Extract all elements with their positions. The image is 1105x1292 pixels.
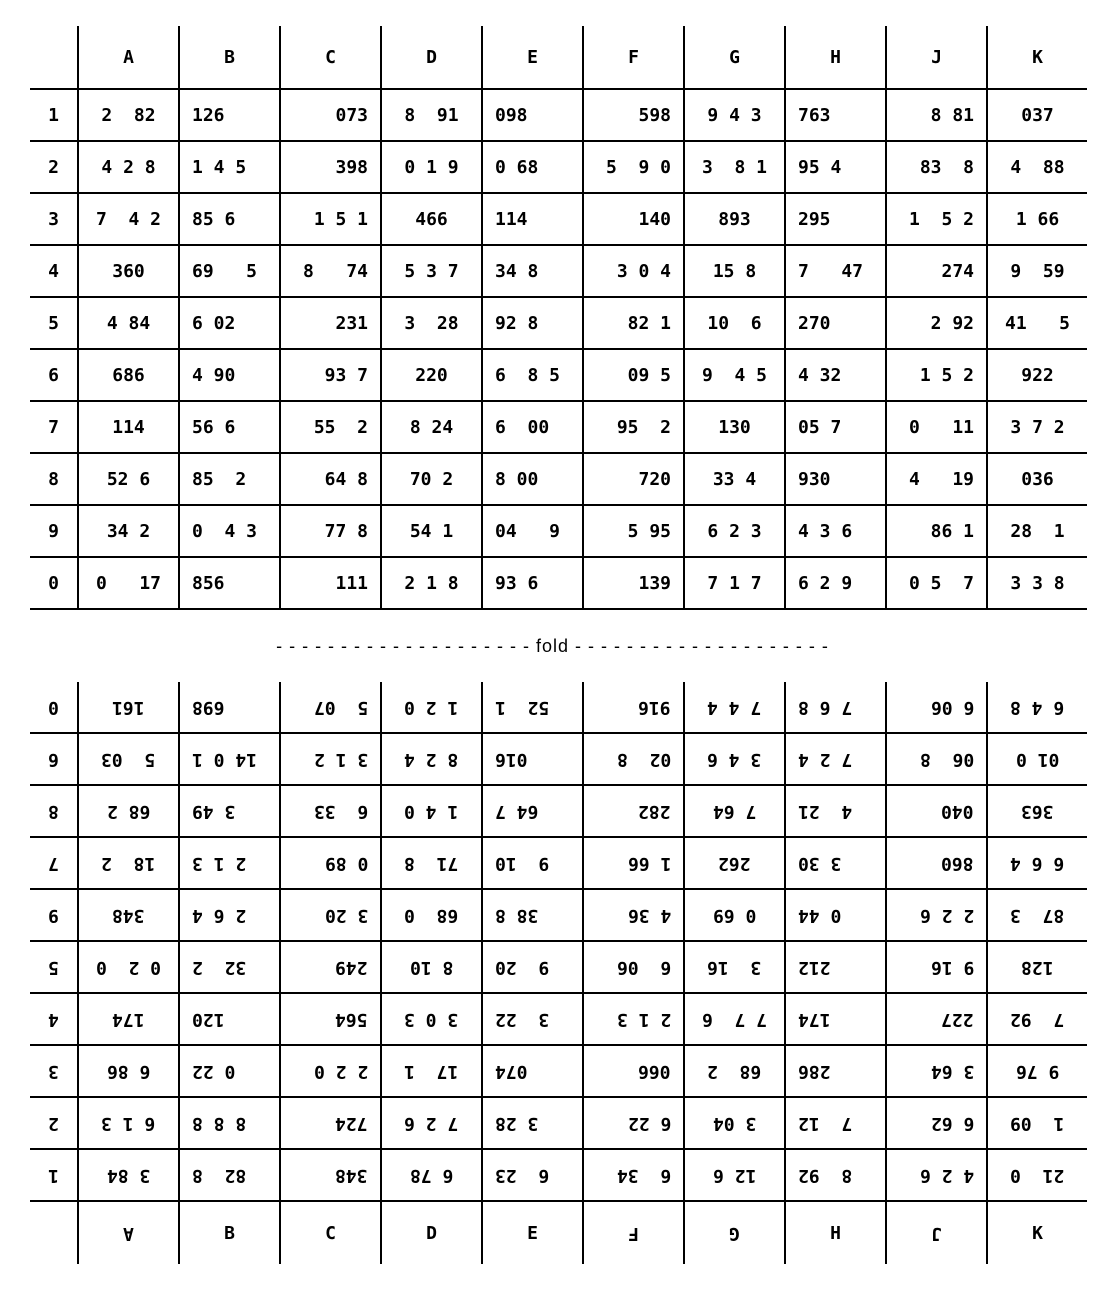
corner-cell (30, 26, 78, 89)
top-code-cell: 0 4 3 (179, 505, 280, 557)
top-code-cell: 95 2 (583, 401, 684, 453)
bottom-code-cell: 2 2 6 (886, 889, 987, 941)
bottom-code-cell: 7 7 6 (684, 993, 785, 1045)
top-code-cell: 1 4 5 (179, 141, 280, 193)
bottom-code-cell: 9 10 (482, 837, 583, 889)
top-code-cell: 6 8 5 (482, 349, 583, 401)
bottom-col-header: K (987, 1201, 1087, 1264)
bottom-row-label: 3 (30, 1045, 78, 1097)
bottom-code-cell: 7 92 (987, 993, 1087, 1045)
bottom-code-cell: 68 0 (381, 889, 482, 941)
top-code-cell: 037 (987, 89, 1087, 141)
bottom-col-header: A (78, 1201, 179, 1264)
bottom-code-cell: 5 03 (78, 733, 179, 785)
bottom-code-cell: 120 (179, 993, 280, 1045)
top-code-cell: 5 95 (583, 505, 684, 557)
bottom-code-cell: 9 16 (886, 941, 987, 993)
top-code-cell: 85 2 (179, 453, 280, 505)
top-code-cell: 4 84 (78, 297, 179, 349)
bottom-code-cell: 3 84 (78, 1149, 179, 1201)
top-row (30, 349, 1087, 401)
bottom-code-cell: 8 10 (381, 941, 482, 993)
top-code-cell: 5 9 0 (583, 141, 684, 193)
top-col-header: C (280, 26, 381, 89)
top-code-cell: 9 59 (987, 245, 1087, 297)
bottom-code-cell: 7 6 8 (785, 682, 886, 733)
top-code-cell: 139 (583, 557, 684, 609)
top-code-cell: 270 (785, 297, 886, 349)
bottom-code-cell: 8 2 4 (381, 733, 482, 785)
bottom-code-cell: 9 76 (987, 1045, 1087, 1097)
bottom-col-header: H (785, 1201, 886, 1264)
top-code-cell: 036 (987, 453, 1087, 505)
top-code-cell: 3 7 2 (987, 401, 1087, 453)
bottom-code-cell: 71 8 (381, 837, 482, 889)
top-code-cell: 126 (179, 89, 280, 141)
top-row-label: 7 (30, 401, 78, 453)
top-code-cell: 6 2 3 (684, 505, 785, 557)
bottom-code-cell: 2 1 3 (179, 837, 280, 889)
top-row-label: 8 (30, 453, 78, 505)
bottom-code-cell: 564 (280, 993, 381, 1045)
top-code-cell: 9 4 5 (684, 349, 785, 401)
top-code-cell: 3 0 4 (583, 245, 684, 297)
bottom-code-cell: 02 8 (583, 733, 684, 785)
bottom-code-cell: 227 (886, 993, 987, 1045)
bottom-col-header: J (886, 1201, 987, 1264)
top-col-header: D (381, 26, 482, 89)
top-code-cell: 140 (583, 193, 684, 245)
bottom-code-cell: 6 78 (381, 1149, 482, 1201)
bottom-row (30, 837, 1087, 889)
bottom-code-cell: 68 2 (684, 1045, 785, 1097)
top-code-grid (30, 26, 1087, 610)
top-code-cell: 922 (987, 349, 1087, 401)
top-code-cell: 114 (482, 193, 583, 245)
top-code-cell: 2 92 (886, 297, 987, 349)
bottom-code-cell: 52 1 (482, 682, 583, 733)
bottom-code-cell: 6 62 (886, 1097, 987, 1149)
top-row (30, 245, 1087, 297)
bottom-code-cell: 12 6 (684, 1149, 785, 1201)
top-code-cell: 398 (280, 141, 381, 193)
bottom-code-cell: 9 20 (482, 941, 583, 993)
bottom-code-cell: 262 (684, 837, 785, 889)
bottom-code-cell: 3 64 (886, 1045, 987, 1097)
bottom-code-cell: 21 0 (987, 1149, 1087, 1201)
top-code-cell: 763 (785, 89, 886, 141)
top-code-cell: 4 88 (987, 141, 1087, 193)
top-code-cell: 93 7 (280, 349, 381, 401)
top-code-cell: 3 3 8 (987, 557, 1087, 609)
top-code-cell: 41 5 (987, 297, 1087, 349)
bottom-code-cell: 6 1 3 (78, 1097, 179, 1149)
bottom-code-cell: 01 0 (987, 733, 1087, 785)
bottom-row (30, 733, 1087, 785)
top-code-cell: 6 02 (179, 297, 280, 349)
bottom-code-cell: 8 8 8 (179, 1097, 280, 1149)
bottom-code-cell: 3 30 (785, 837, 886, 889)
bottom-row-label: 9 (30, 889, 78, 941)
top-code-cell: 4 19 (886, 453, 987, 505)
top-code-cell: 856 (179, 557, 280, 609)
top-code-cell: 04 9 (482, 505, 583, 557)
top-code-cell: 720 (583, 453, 684, 505)
top-code-cell: 56 6 (179, 401, 280, 453)
bottom-code-cell: 0 69 (684, 889, 785, 941)
top-code-cell: 0 11 (886, 401, 987, 453)
top-code-cell: 130 (684, 401, 785, 453)
bottom-code-cell: 282 (583, 785, 684, 837)
bottom-code-cell: 724 (280, 1097, 381, 1149)
bottom-row (30, 993, 1087, 1045)
bottom-code-cell: 3 20 (280, 889, 381, 941)
bottom-code-cell: 7 2 4 (785, 733, 886, 785)
bottom-code-cell: 348 (78, 889, 179, 941)
top-code-cell: 8 81 (886, 89, 987, 141)
bottom-code-cell: 7 2 6 (381, 1097, 482, 1149)
top-code-cell: 098 (482, 89, 583, 141)
top-code-cell: 77 8 (280, 505, 381, 557)
bottom-code-cell: 4 36 (583, 889, 684, 941)
top-code-cell: 1 5 1 (280, 193, 381, 245)
bottom-code-cell: 6 22 (583, 1097, 684, 1149)
bottom-code-cell: 3 0 3 (381, 993, 482, 1045)
top-code-cell: 295 (785, 193, 886, 245)
bottom-code-cell: 363 (987, 785, 1087, 837)
bottom-code-cell: 87 3 (987, 889, 1087, 941)
top-row-label: 1 (30, 89, 78, 141)
bottom-row-label: 5 (30, 941, 78, 993)
bottom-code-cell: 38 8 (482, 889, 583, 941)
bottom-code-cell: 2 1 3 (583, 993, 684, 1045)
top-code-cell: 8 24 (381, 401, 482, 453)
top-code-cell: 220 (381, 349, 482, 401)
bottom-code-cell: 212 (785, 941, 886, 993)
bottom-row (30, 682, 1087, 733)
bottom-code-cell: 3 28 (482, 1097, 583, 1149)
top-code-cell: 598 (583, 89, 684, 141)
top-code-cell: 114 (78, 401, 179, 453)
bottom-code-cell: 64 7 (482, 785, 583, 837)
top-code-cell: 111 (280, 557, 381, 609)
top-code-cell: 34 8 (482, 245, 583, 297)
bottom-row (30, 889, 1087, 941)
top-code-cell: 1 66 (987, 193, 1087, 245)
top-code-cell: 93 6 (482, 557, 583, 609)
top-code-cell: 7 1 7 (684, 557, 785, 609)
bottom-code-cell: 6 23 (482, 1149, 583, 1201)
top-row-label: 4 (30, 245, 78, 297)
bottom-code-cell: 0 22 (179, 1045, 280, 1097)
bottom-code-cell: 3 4 6 (684, 733, 785, 785)
top-code-cell: 1 5 2 (886, 193, 987, 245)
top-code-cell: 231 (280, 297, 381, 349)
bottom-code-cell: 016 (482, 733, 583, 785)
top-code-cell: 7 47 (785, 245, 886, 297)
top-code-cell: 2 82 (78, 89, 179, 141)
bottom-code-cell: 68 2 (78, 785, 179, 837)
top-code-cell: 686 (78, 349, 179, 401)
top-code-cell: 86 1 (886, 505, 987, 557)
bottom-code-cell: 2 2 0 (280, 1045, 381, 1097)
bottom-code-cell: 6 06 (583, 941, 684, 993)
bottom-row-label: 7 (30, 837, 78, 889)
bottom-code-cell: 161 (78, 682, 179, 733)
bottom-code-cell: 174 (785, 993, 886, 1045)
top-row (30, 505, 1087, 557)
bottom-row (30, 1097, 1087, 1149)
top-code-cell: 930 (785, 453, 886, 505)
top-code-cell: 05 7 (785, 401, 886, 453)
bottom-row-label: 2 (30, 1097, 78, 1149)
top-code-cell: 8 74 (280, 245, 381, 297)
bottom-row-label: 0 (30, 682, 78, 733)
bottom-code-cell: 06 8 (886, 733, 987, 785)
bottom-code-cell: 916 (583, 682, 684, 733)
top-code-cell: 82 1 (583, 297, 684, 349)
top-row (30, 193, 1087, 245)
bottom-code-cell: 074 (482, 1045, 583, 1097)
bottom-row-label: 6 (30, 733, 78, 785)
bottom-code-cell: 128 (987, 941, 1087, 993)
top-code-cell: 9 4 3 (684, 89, 785, 141)
top-code-cell: 55 2 (280, 401, 381, 453)
bottom-code-cell: 6 06 (886, 682, 987, 733)
bottom-code-cell: 249 (280, 941, 381, 993)
top-code-cell: 466 (381, 193, 482, 245)
top-code-cell: 0 68 (482, 141, 583, 193)
top-code-cell: 4 2 8 (78, 141, 179, 193)
top-code-cell: 83 8 (886, 141, 987, 193)
top-code-cell: 34 2 (78, 505, 179, 557)
bottom-row (30, 1149, 1087, 1201)
top-code-cell: 70 2 (381, 453, 482, 505)
top-code-cell: 3 28 (381, 297, 482, 349)
bottom-col-header: F (583, 1201, 684, 1264)
top-code-cell: 893 (684, 193, 785, 245)
bottom-code-cell: 6 33 (280, 785, 381, 837)
fold-line: - - - - - - - - - - - - - - - - - - - - fold - - - - - - - - - - - - - - - - - - - - (276, 636, 829, 656)
top-code-cell: 95 4 (785, 141, 886, 193)
top-code-cell: 64 8 (280, 453, 381, 505)
top-row-label: 5 (30, 297, 78, 349)
bottom-code-cell: 6 6 4 (987, 837, 1087, 889)
bottom-code-cell: 7 12 (785, 1097, 886, 1149)
bottom-row-label: 8 (30, 785, 78, 837)
top-col-header: E (482, 26, 583, 89)
top-code-cell: 0 17 (78, 557, 179, 609)
bottom-column-header-row (30, 1201, 1087, 1264)
top-row (30, 401, 1087, 453)
top-col-header: A (78, 26, 179, 89)
top-row-label: 9 (30, 505, 78, 557)
bottom-col-header: E (482, 1201, 583, 1264)
top-row-label: 6 (30, 349, 78, 401)
top-code-cell: 6 00 (482, 401, 583, 453)
bottom-code-cell: 6 34 (583, 1149, 684, 1201)
bottom-code-cell: 82 8 (179, 1149, 280, 1201)
bottom-code-cell: 7 64 (684, 785, 785, 837)
bottom-code-cell: 3 04 (684, 1097, 785, 1149)
bottom-code-cell: 1 66 (583, 837, 684, 889)
bottom-row (30, 1045, 1087, 1097)
top-code-cell: 09 5 (583, 349, 684, 401)
top-code-cell: 2 1 8 (381, 557, 482, 609)
bottom-code-cell: 6 86 (78, 1045, 179, 1097)
top-code-cell: 360 (78, 245, 179, 297)
top-code-cell: 0 5 7 (886, 557, 987, 609)
top-code-cell: 3 8 1 (684, 141, 785, 193)
bottom-code-cell: 7 4 4 (684, 682, 785, 733)
bottom-code-cell: 2 6 4 (179, 889, 280, 941)
top-code-cell: 28 1 (987, 505, 1087, 557)
bottom-code-cell: 0 44 (785, 889, 886, 941)
top-row (30, 557, 1087, 609)
bottom-col-header: D (381, 1201, 482, 1264)
top-code-cell: 33 4 (684, 453, 785, 505)
bottom-code-cell: 14 0 1 (179, 733, 280, 785)
top-code-cell: 073 (280, 89, 381, 141)
top-row-label: 0 (30, 557, 78, 609)
bottom-code-cell: 1 09 (987, 1097, 1087, 1149)
top-row-label: 3 (30, 193, 78, 245)
top-row (30, 297, 1087, 349)
bottom-code-cell: 3 22 (482, 993, 583, 1045)
top-code-cell: 4 3 6 (785, 505, 886, 557)
bottom-code-cell: 4 21 (785, 785, 886, 837)
bottom-col-header: B (179, 1201, 280, 1264)
top-col-header: G (684, 26, 785, 89)
top-col-header: K (987, 26, 1087, 89)
top-code-cell: 54 1 (381, 505, 482, 557)
bottom-code-cell: 0 89 (280, 837, 381, 889)
top-code-cell: 69 5 (179, 245, 280, 297)
bottom-row (30, 941, 1087, 993)
corner-cell (30, 1201, 78, 1264)
top-col-header: B (179, 26, 280, 89)
top-code-cell: 8 91 (381, 89, 482, 141)
top-row-label: 2 (30, 141, 78, 193)
top-code-cell: 52 6 (78, 453, 179, 505)
bottom-row (30, 785, 1087, 837)
bottom-row-label: 4 (30, 993, 78, 1045)
top-code-cell: 92 8 (482, 297, 583, 349)
bottom-code-cell: 040 (886, 785, 987, 837)
top-col-header: H (785, 26, 886, 89)
bottom-code-cell: 18 2 (78, 837, 179, 889)
top-code-cell: 10 6 (684, 297, 785, 349)
top-code-cell: 8 00 (482, 453, 583, 505)
bottom-code-cell: 4 2 6 (886, 1149, 987, 1201)
bottom-code-cell: 066 (583, 1045, 684, 1097)
top-code-cell: 274 (886, 245, 987, 297)
bottom-code-cell: 348 (280, 1149, 381, 1201)
bottom-code-cell: 1 2 0 (381, 682, 482, 733)
bottom-code-cell: 6 4 8 (987, 682, 1087, 733)
top-code-cell: 15 8 (684, 245, 785, 297)
bottom-code-cell: 32 2 (179, 941, 280, 993)
bottom-col-header: G (684, 1201, 785, 1264)
bottom-row-label: 1 (30, 1149, 78, 1201)
top-col-header: F (583, 26, 684, 89)
top-col-header: J (886, 26, 987, 89)
bottom-code-cell: 0 2 0 (78, 941, 179, 993)
bottom-code-cell: 1 4 0 (381, 785, 482, 837)
bottom-col-header: C (280, 1201, 381, 1264)
top-code-cell: 7 4 2 (78, 193, 179, 245)
bottom-code-cell: 286 (785, 1045, 886, 1097)
top-row (30, 141, 1087, 193)
bottom-code-cell: 3 49 (179, 785, 280, 837)
bottom-code-cell: 174 (78, 993, 179, 1045)
bottom-code-grid (30, 682, 1087, 1264)
bottom-code-cell: 698 (179, 682, 280, 733)
bottom-code-cell: 3 1 2 (280, 733, 381, 785)
top-code-cell: 6 2 9 (785, 557, 886, 609)
top-code-cell: 0 1 9 (381, 141, 482, 193)
top-row (30, 453, 1087, 505)
bottom-code-cell: 5 07 (280, 682, 381, 733)
top-code-cell: 85 6 (179, 193, 280, 245)
bottom-code-cell: 3 16 (684, 941, 785, 993)
top-code-cell: 4 32 (785, 349, 886, 401)
bottom-code-cell: 8 92 (785, 1149, 886, 1201)
top-row (30, 89, 1087, 141)
top-code-cell: 4 90 (179, 349, 280, 401)
top-column-header-row (30, 26, 1087, 89)
top-code-cell: 5 3 7 (381, 245, 482, 297)
bottom-code-cell: 860 (886, 837, 987, 889)
bottom-code-cell: 17 1 (381, 1045, 482, 1097)
top-code-cell: 1 5 2 (886, 349, 987, 401)
